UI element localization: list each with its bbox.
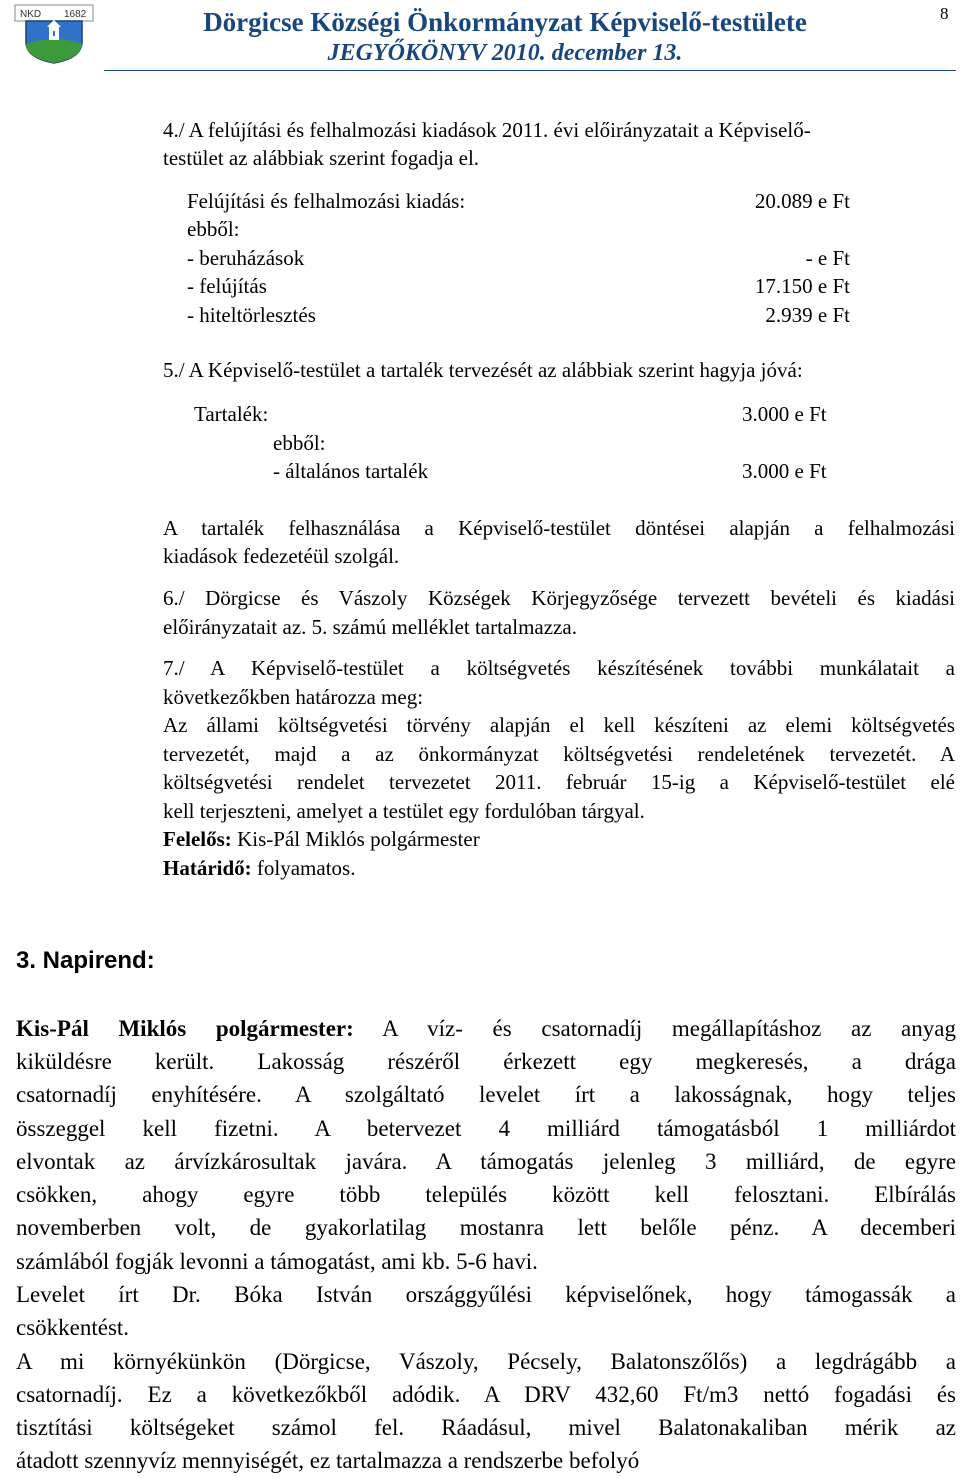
speaker-label: Kis-Pál Miklós polgármester: — [16, 1016, 354, 1041]
responsible-value: Kis-Pál Miklós polgármester — [231, 827, 480, 851]
general-reserve-value: 3.000 e Ft — [742, 459, 827, 483]
agenda-line-12: tisztítási költségeket számol fel. Ráadásul, mivel Balatonakaliban mérik az — [16, 1415, 956, 1440]
section7-line2: következőkben határozza meg: — [163, 685, 424, 709]
agenda-line-3: összeggel kell fizetni. A betervezet 4 milliárd támogatásból 1 milliárdot — [16, 1116, 956, 1141]
svg-text:NKD: NKD — [20, 9, 42, 20]
agenda-line-0-text: A víz- és csatornadíj megállapításhoz az anyag — [353, 1016, 956, 1041]
reserve-note-line1: A tartalék felhasználása a Képviselő-testület döntései alapján a felhalmozási — [163, 516, 955, 540]
agenda-line-8: Levelet írt Dr. Bóka István országgyűlési képviselőnek, hogy támogassák a — [16, 1282, 956, 1307]
deadline-line — [163, 854, 355, 882]
agenda-line-0 — [16, 1012, 956, 1045]
responsible-label: Felelős: — [163, 827, 232, 851]
capex-loan-repayment-label: - hiteltörlesztés — [187, 303, 316, 327]
deadline-label: Határidő: — [163, 856, 252, 880]
page-number: 8 — [940, 4, 949, 23]
section7-line4: tervezetét, majd a az önkormányzat költségvetési rendeletének tervezetét. A — [163, 742, 955, 766]
section6-line2: előirányzatait az. 5. számú melléklet tartalmazza. — [163, 615, 577, 639]
responsible-line — [163, 825, 480, 853]
agenda-line-5: csökken, ahogy egyre több település között kell felosztani. Elbírálás — [16, 1182, 956, 1207]
section4-line1: 4./ A felújítási és felhalmozási kiadások 2011. évi előirányzatait a Képviselő- — [163, 118, 811, 142]
capex-renovation-label: - felújítás — [187, 274, 267, 298]
capex-total-value: 20.089 e Ft — [754, 189, 850, 213]
general-reserve-label: - általános tartalék — [273, 459, 429, 483]
municipality-title: Dörgicse Községi Önkormányzat Képviselő-testülete — [203, 7, 807, 37]
reserve-label: Tartalék: — [194, 402, 269, 426]
section7-line6: kell terjeszteni, amelyet a testület egy fordulóban tárgyal. — [163, 799, 645, 823]
agenda-line-7: számlából fogják levonni a támogatást, ami kb. 5-6 havi. — [16, 1249, 538, 1274]
section4-line2: testület az alábbiak szerint fogadja el. — [163, 146, 480, 170]
agenda-line-1: kiküldésre került. Lakosság részéről érkezett egy megkeresés, a drága — [16, 1049, 956, 1074]
capex-loan-repayment-value: 2.939 e Ft — [765, 303, 850, 327]
capex-renovation-value: 17.150 e Ft — [754, 274, 850, 298]
reserve-note-line2: kiadások fedezetéül szolgál. — [163, 544, 400, 568]
reserve-of-which-label: ebből: — [273, 431, 326, 455]
svg-text:1682: 1682 — [64, 9, 87, 20]
section5-intro: 5./ A Képviselő-testület a tartalék tervezését az alábbiak szerint hagyja jóvá: — [163, 358, 803, 382]
section7-line3: Az állami költségvetési törvény alapján el kell készíteni az elemi költségvetés — [163, 713, 955, 737]
page-header — [0, 0, 960, 74]
agenda-heading: 3. Napirend: — [16, 947, 155, 974]
reserve-value: 3.000 e Ft — [742, 402, 827, 426]
section6-line1: 6./ Dörgicse és Vászoly Községek Körjegyzősége tervezett bevételi és kiadási — [163, 586, 955, 610]
agenda-line-13: átadott szennyvíz mennyiségét, ez tartalmazza a rendszerbe befolyó — [16, 1448, 640, 1473]
agenda-line-9: csökkentést. — [16, 1315, 130, 1340]
agenda-line-11: csatornadíj. Ez a következőkből adódik. A DRV 432,60 Ft/m3 nettó fogadási és — [16, 1382, 956, 1407]
agenda-line-2: csatornadíj enyhítésére. A szolgáltató levelet írt a lakosságnak, hogy teljes — [16, 1082, 956, 1107]
agenda-line-6: novemberben volt, de gyakorlatilag mostanra lett belőle pénz. A decemberi — [16, 1215, 956, 1240]
capex-of-which-label: ebből: — [187, 217, 240, 241]
agenda-line-4: elvontak az árvízkárosultak javára. A támogatás jelenleg 3 milliárd, de egyre — [16, 1149, 956, 1174]
municipal-crest-icon — [14, 4, 94, 64]
minutes-date-subtitle: JEGYŐKÖNYV 2010. december 13. — [327, 40, 683, 66]
capex-investments-value: - e Ft — [805, 246, 850, 270]
header-rule — [104, 70, 956, 71]
deadline-value: folyamatos. — [251, 856, 356, 880]
capex-total-label: Felújítási és felhalmozási kiadás: — [187, 189, 466, 213]
agenda-line-10: A mi környékünkön (Dörgicse, Vászoly, Pécsely, Balatonszőlős) a legdrágább a — [16, 1349, 956, 1374]
section7-line1: 7./ A Képviselő-testület a költségvetés készítésének további munkálatait a — [163, 656, 955, 680]
section7-line5: költségvetési rendelet tervezetet 2011. február 15-ig a Képviselő-testület elé — [163, 770, 955, 794]
capex-investments-label: - beruházások — [187, 246, 305, 270]
